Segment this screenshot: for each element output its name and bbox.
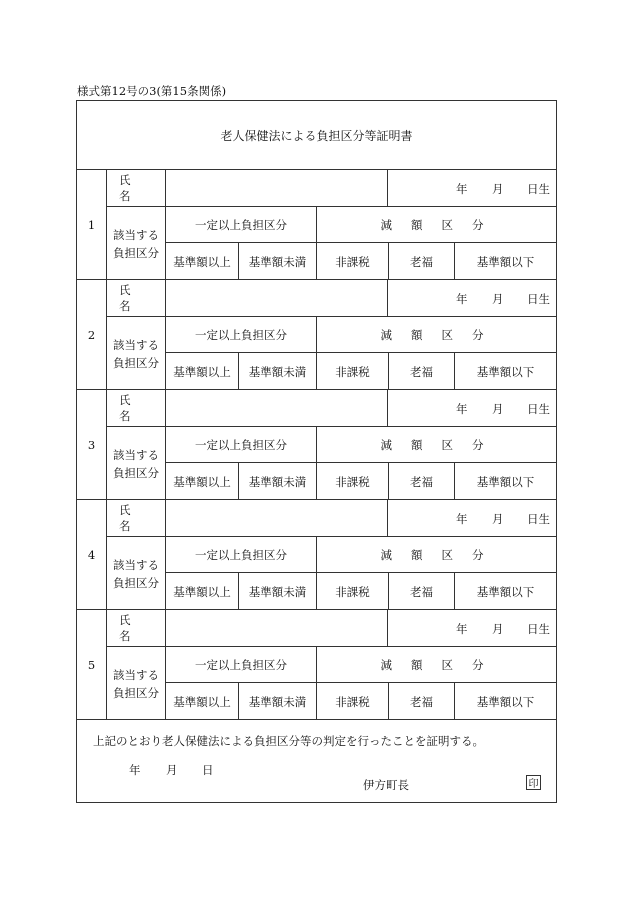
tax-exempt-option[interactable]: 非課税 bbox=[317, 463, 389, 500]
name-label: 氏名 bbox=[107, 170, 166, 207]
seal-mark: 印 bbox=[526, 775, 541, 790]
tax-exempt-option[interactable]: 非課税 bbox=[317, 353, 389, 390]
person-section bbox=[77, 390, 556, 500]
standard-or-less-option[interactable]: 基準額以下 bbox=[476, 584, 535, 599]
fixed-burden-option[interactable]: 一定以上負担区分 bbox=[166, 317, 317, 353]
name-label: 氏名 bbox=[107, 390, 166, 427]
fixed-burden-option[interactable]: 一定以上負担区分 bbox=[166, 207, 317, 243]
elderly-welfare-option[interactable]: 老福 bbox=[389, 353, 455, 390]
birth-year-label: 年 bbox=[456, 292, 468, 306]
reduced-option[interactable]: 減額区分 bbox=[317, 647, 556, 683]
below-standard-option[interactable]: 基準額未満 bbox=[239, 463, 317, 500]
birthdate-field[interactable] bbox=[388, 500, 556, 537]
birth-month-label: 月 bbox=[492, 512, 504, 526]
section-number: 5 bbox=[77, 610, 107, 719]
elderly-welfare-option[interactable]: 老福 bbox=[389, 243, 455, 280]
birth-month-label: 月 bbox=[492, 182, 504, 196]
section-number: 3 bbox=[77, 390, 107, 499]
below-standard-option[interactable]: 基準額未満 bbox=[239, 243, 317, 280]
reduced-option[interactable]: 減額区分 bbox=[317, 317, 556, 353]
form-number-label: 様式第12号の3(第15条関係) bbox=[77, 84, 227, 98]
birth-day-label: 日生 bbox=[527, 182, 550, 196]
name-field[interactable] bbox=[166, 610, 388, 647]
standard-or-less-option[interactable]: 基準額以下 bbox=[476, 364, 535, 379]
above-standard-option[interactable]: 基準額以上 bbox=[166, 463, 239, 500]
above-standard-option[interactable]: 基準額以上 bbox=[166, 683, 239, 720]
name-field[interactable] bbox=[166, 390, 388, 427]
birth-day-label: 日生 bbox=[527, 512, 550, 526]
standard-or-less-option[interactable]: 基準額以下 bbox=[476, 694, 535, 709]
document-title: 老人保健法による負担区分等証明書 bbox=[77, 101, 556, 170]
standard-or-less-option[interactable]: 基準額以下 bbox=[476, 474, 535, 489]
birthdate-field[interactable] bbox=[388, 280, 556, 317]
birth-day-label: 日生 bbox=[527, 292, 550, 306]
elderly-welfare-option[interactable]: 老福 bbox=[389, 463, 455, 500]
fixed-burden-option[interactable]: 一定以上負担区分 bbox=[166, 537, 317, 573]
reduced-option[interactable]: 減額区分 bbox=[317, 427, 556, 463]
birth-month-label: 月 bbox=[492, 292, 504, 306]
issuer-title: 伊方町長 bbox=[363, 778, 409, 792]
birth-year-label: 年 bbox=[456, 622, 468, 636]
reduced-option[interactable]: 減額区分 bbox=[317, 537, 556, 573]
category-label: 該当する負担区分 bbox=[107, 647, 166, 720]
birth-month-label: 月 bbox=[492, 402, 504, 416]
issue-date-month: 月 bbox=[166, 763, 178, 777]
elderly-welfare-option[interactable]: 老福 bbox=[389, 683, 455, 720]
below-standard-option[interactable]: 基準額未満 bbox=[239, 573, 317, 610]
tax-exempt-option[interactable]: 非課税 bbox=[317, 683, 389, 720]
name-label: 氏名 bbox=[107, 500, 166, 537]
birthdate-field[interactable] bbox=[388, 170, 556, 207]
standard-or-less-option[interactable]: 基準額以下 bbox=[476, 254, 535, 269]
elderly-welfare-option[interactable]: 老福 bbox=[389, 573, 455, 610]
category-label: 該当する負担区分 bbox=[107, 537, 166, 610]
birth-day-label: 日生 bbox=[527, 402, 550, 416]
name-field[interactable] bbox=[166, 500, 388, 537]
category-label: 該当する負担区分 bbox=[107, 427, 166, 500]
issue-date-year: 年 bbox=[129, 763, 141, 777]
name-field[interactable] bbox=[166, 170, 388, 207]
person-section bbox=[77, 170, 556, 280]
birthdate-field[interactable] bbox=[388, 390, 556, 427]
birth-month-label: 月 bbox=[492, 622, 504, 636]
section-number: 2 bbox=[77, 280, 107, 389]
category-label: 該当する負担区分 bbox=[107, 207, 166, 280]
person-section bbox=[77, 500, 556, 610]
person-section bbox=[77, 610, 556, 720]
birth-year-label: 年 bbox=[456, 402, 468, 416]
tax-exempt-option[interactable]: 非課税 bbox=[317, 243, 389, 280]
issue-date-day: 日 bbox=[202, 763, 214, 777]
birth-year-label: 年 bbox=[456, 182, 468, 196]
tax-exempt-option[interactable]: 非課税 bbox=[317, 573, 389, 610]
name-label: 氏名 bbox=[107, 610, 166, 647]
reduced-option[interactable]: 減額区分 bbox=[317, 207, 556, 243]
name-label: 氏名 bbox=[107, 280, 166, 317]
certificate-form bbox=[76, 100, 557, 803]
fixed-burden-option[interactable]: 一定以上負担区分 bbox=[166, 427, 317, 463]
section-number: 4 bbox=[77, 500, 107, 609]
above-standard-option[interactable]: 基準額以上 bbox=[166, 573, 239, 610]
category-label: 該当する負担区分 bbox=[107, 317, 166, 390]
name-field[interactable] bbox=[166, 280, 388, 317]
above-standard-option[interactable]: 基準額以上 bbox=[166, 353, 239, 390]
below-standard-option[interactable]: 基準額未満 bbox=[239, 683, 317, 720]
birth-year-label: 年 bbox=[456, 512, 468, 526]
above-standard-option[interactable]: 基準額以上 bbox=[166, 243, 239, 280]
section-number: 1 bbox=[77, 170, 107, 279]
birthdate-field[interactable] bbox=[388, 610, 556, 647]
fixed-burden-option[interactable]: 一定以上負担区分 bbox=[166, 647, 317, 683]
birth-day-label: 日生 bbox=[527, 622, 550, 636]
certification-statement: 上記のとおり老人保健法による負担区分等の判定を行ったことを証明する。 bbox=[93, 734, 484, 748]
certification-footer bbox=[77, 720, 556, 804]
below-standard-option[interactable]: 基準額未満 bbox=[239, 353, 317, 390]
person-section bbox=[77, 280, 556, 390]
